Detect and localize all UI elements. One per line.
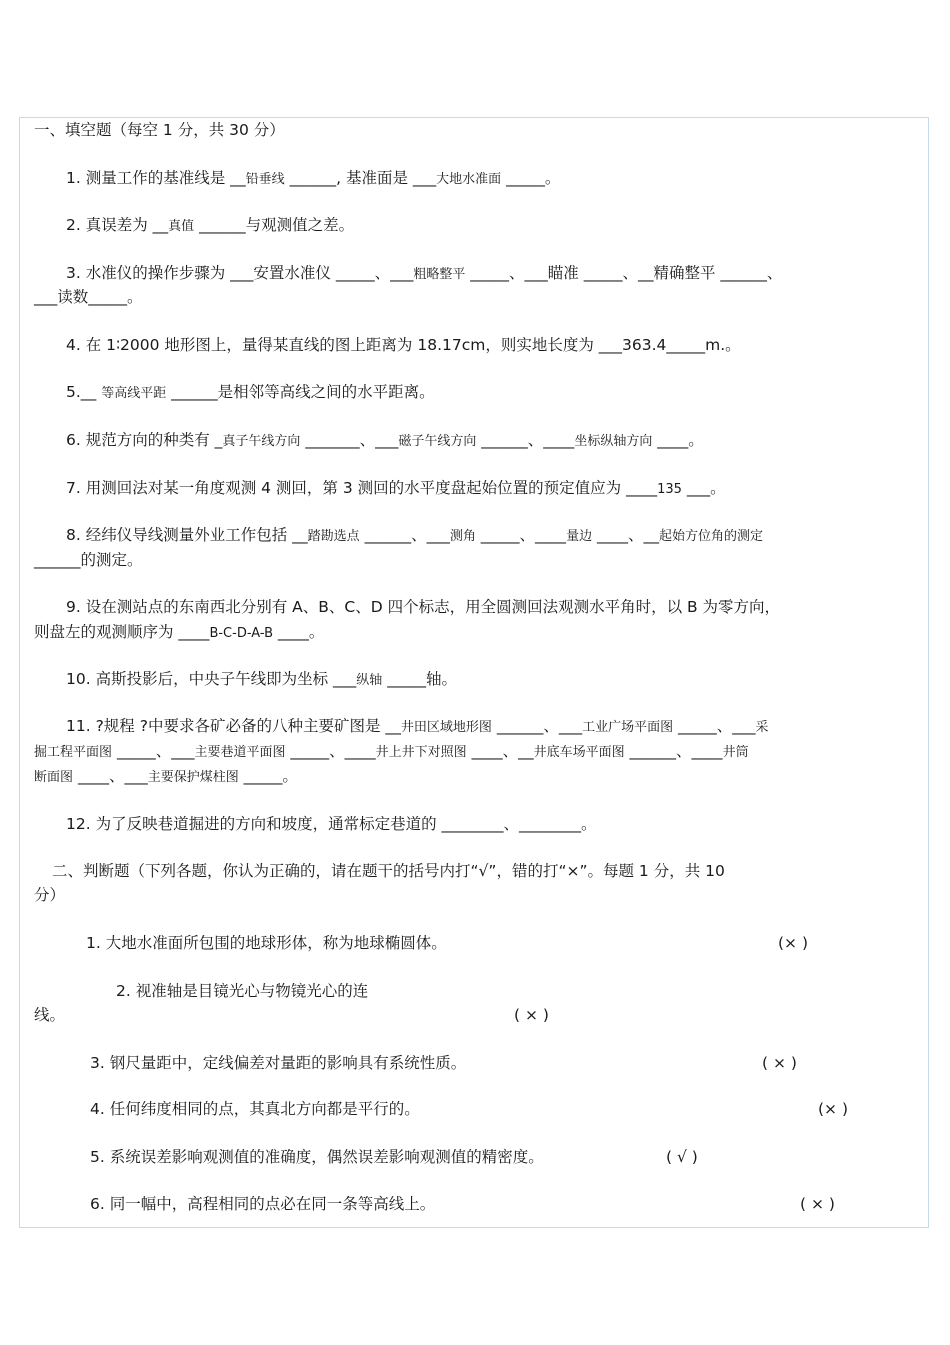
judge-item-6: 6. 同一幅中，高程相同的点必在同一条等高线上。 [90,1195,436,1213]
answer-11f: 井底车场平面图 [533,745,625,760]
question-6: 6. 规范方向的种类有 _真子午线方向 _______、___磁子午线方向 ______、____坐标纵轴方向 ____。 [66,431,704,449]
question-12: 12. 为了反映巷道掘进的方向和坡度，通常标定巷道的 ________、________。 [66,815,597,833]
judge-item-2: 2. 视准轴是目镜光心与物镜光心的连 [116,982,369,1000]
question-9: 9. 设在测站点的东南西北分别有 A、B、C、D 四个标志，用全圆测回法观测水平角时，以 B 为零方向， [66,598,781,616]
question-8-line2: ______的测定。 [34,551,143,569]
answer-7: 135 [657,482,682,497]
answer-1a: 铅垂线 [245,172,285,187]
question-5: 5.__ 等高线平距 ______是相邻等高线之间的水平距离。 [66,383,435,401]
judge-mark-5: ( √ ) [666,1148,698,1166]
answer-8d: 起始方位角的测定 [659,529,764,544]
section1-title: 一、填空题（每空 1 分，共 30 分） [34,121,285,139]
answer-11h: 主要保护煤柱图 [147,770,239,785]
judge-item-2-line2: 线。 [34,1006,66,1024]
question-4: 4. 在 1∶2000 地形图上，量得某直线的图上距离为 18.17cm，则实地长度为 ___363.4_____m.。 [66,336,741,354]
judge-item-5: 5. 系统误差影响观测值的准确度，偶然误差影响观测值的精密度。 [90,1148,544,1166]
question-11: 11. ?规程 ?中要求各矿必备的八种主要矿图是 __井田区域地形图 ______、___工业广场平面图 _____、___采 [66,717,769,735]
answer-1b: 大地水准面 [436,172,502,187]
answer-11g: 井筒 [722,745,749,760]
answer-10: 纵轴 [356,673,383,688]
judge-item-1: 1. 大地水准面所包围的地球形体，称为地球椭圆体。 [86,934,447,952]
answer-8c: 量边 [566,529,593,544]
answer-11d: 主要巷道平面图 [194,745,286,760]
answer-9: B-C-D-A-B [209,626,273,641]
question-3-line2: ___读数_____。 [34,288,143,306]
answer-2: 真值 [168,219,195,234]
answer-11a: 井田区域地形图 [400,720,492,735]
question-3: 3. 水准仪的操作步骤为 ___安置水准仪 _____、___粗略整平 _____、___瞄准 _____、__精确整平 ______、 [66,264,783,282]
question-8: 8. 经纬仪导线测量外业工作包括 __踏勘选点 ______、___测角 _____、____量边 ____、__起始方位角的测定 [66,526,764,544]
judge-mark-4: (× ) [818,1100,849,1118]
judge-mark-3: ( × ) [762,1054,797,1072]
question-7: 7. 用测回法对某一角度观测 4 测回，第 3 测回的水平度盘起始位置的预定值应为 ____135 ___。 [66,479,726,497]
judge-item-3: 3. 钢尺量距中，定线偏差对量距的影响具有系统性质。 [90,1054,467,1072]
question-10: 10. 高斯投影后，中央子午线即为坐标 ___纵轴 _____轴。 [66,670,457,688]
question-11-line2: 掘工程平面图 _____、___主要巷道平面图 _____、____井上井下对照图 ____、__井底车场平面图 ______、____井筒 [34,742,749,760]
answer-5: 等高线平距 [101,386,167,401]
answer-8a: 踏勘选点 [307,529,360,544]
answer-6a: 真子午线方向 [222,434,301,449]
question-11-line3: 断面图 ____、___主要保护煤柱图 _____。 [34,767,298,785]
answer-11b: 工业广场平面图 [582,720,674,735]
judge-item-4: 4. 任何纬度相同的点，其真北方向都是平行的。 [90,1100,420,1118]
answer-6b: 磁子午线方向 [398,434,477,449]
judge-mark-2: ( × ) [514,1006,549,1024]
answer-6c: 坐标纵轴方向 [574,434,653,449]
question-9-line2: 则盘左的观测顺序为 ____B-C-D-A-B ____。 [34,623,325,641]
section2-title: 二、判断题（下列各题，你认为正确的，请在题干的括号内打“√”，错的打“×”。每题 1 分，共 10 [52,862,725,880]
question-2: 2. 真误差为 __真值 ______与观测值之差。 [66,216,355,234]
answer-8b: 测角 [449,529,476,544]
judge-mark-1: (× ) [778,934,809,952]
answer-3: 粗略整平 [413,267,466,282]
section2-title-line2: 分） [34,886,66,904]
answer-11e: 井上井下对照图 [375,745,467,760]
question-1: 1. 测量工作的基准线是 __铅垂线 ______, 基准面是 ___大地水准面 _____。 [66,169,561,187]
judge-mark-6: ( × ) [800,1195,835,1213]
answer-11c: 采 [755,720,769,735]
